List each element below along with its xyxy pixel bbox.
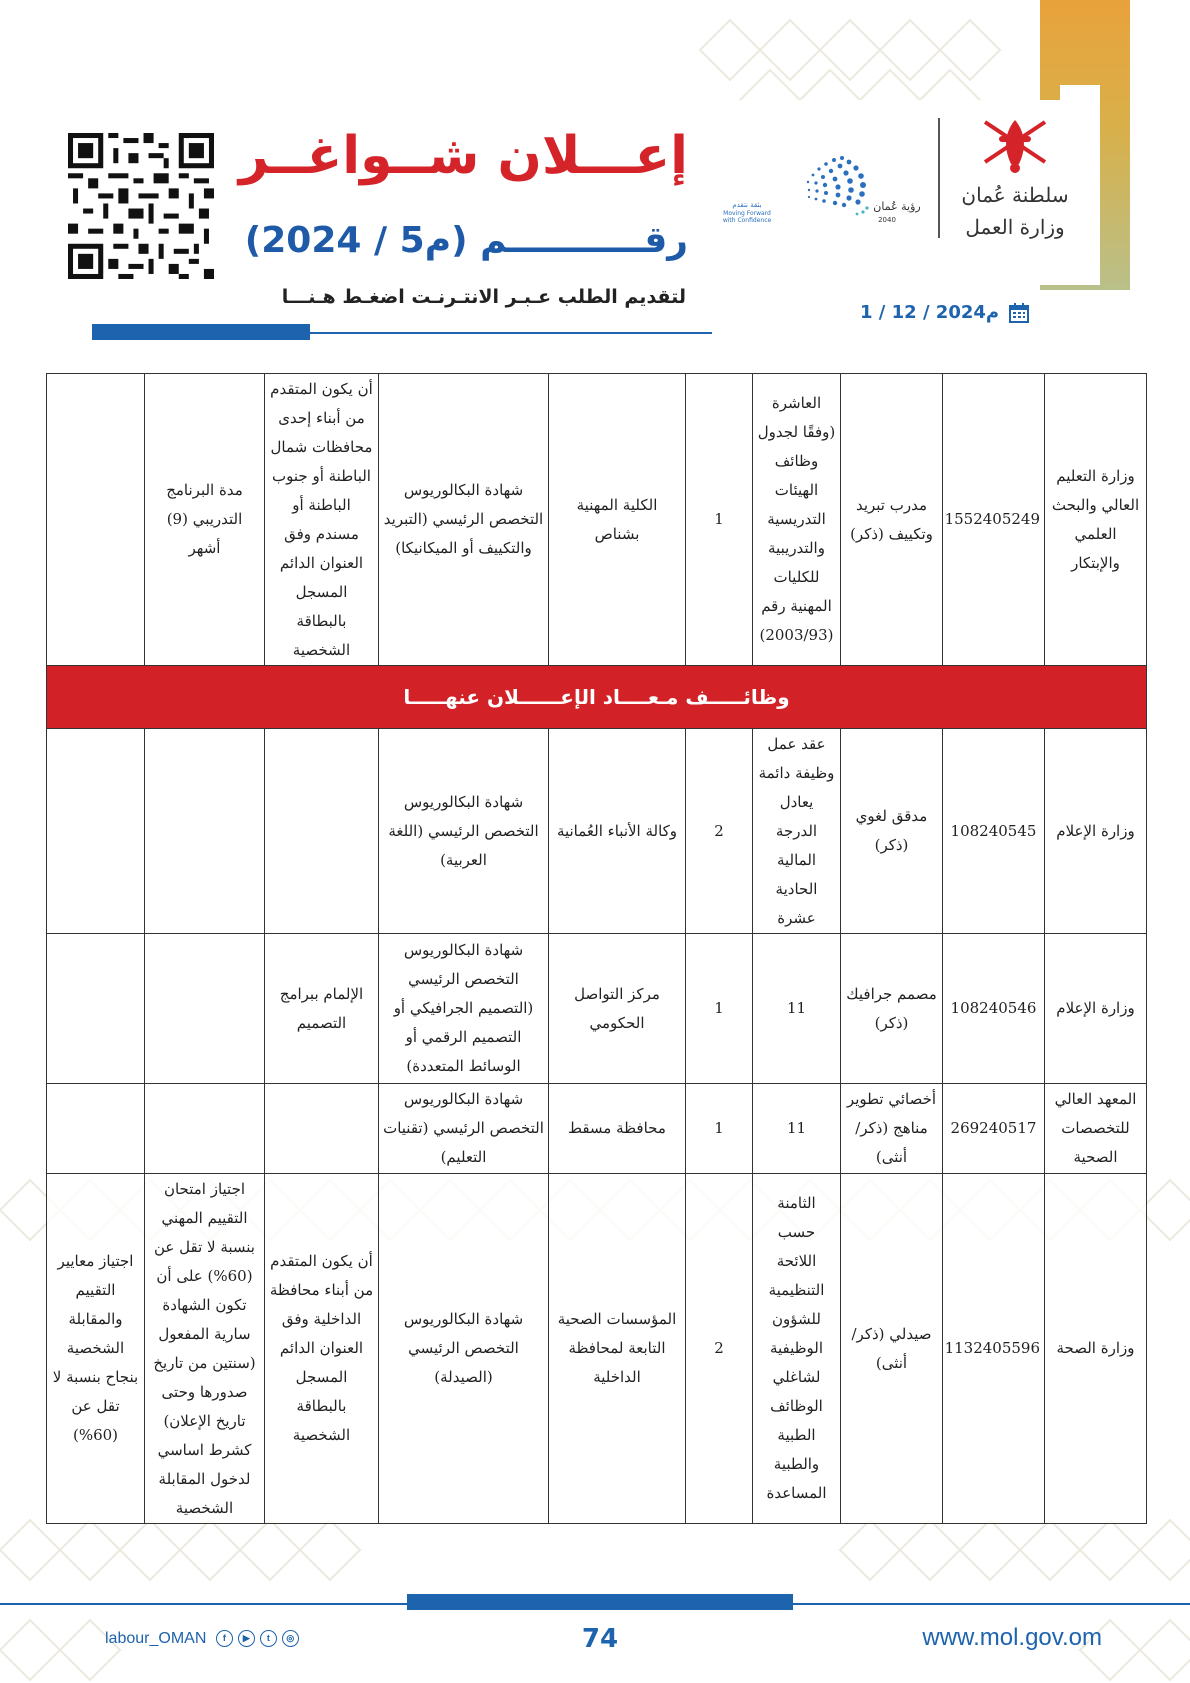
announcement-number	[228, 213, 688, 269]
condition-cell	[145, 934, 265, 1084]
qualification-cell: شهادة البكالوريوس التخصص الرئيسي (الصيدلة)	[379, 1174, 549, 1524]
entity-cell: وزارة الإعلام	[1045, 729, 1147, 934]
facebook-icon[interactable]: f	[216, 1630, 233, 1647]
oman-vision-2040-logo	[722, 138, 922, 238]
date-text: 1 / 12 / 2024م	[860, 302, 1000, 323]
footer-social	[105, 1630, 299, 1648]
condition-cell: اجتياز معايير التقييم والمقابلة الشخصية بنجاح بنسبة لا تقل عن (60%)	[47, 1174, 145, 1524]
location-cell: مركز التواصل الحكومي	[549, 934, 686, 1084]
condition-cell: أن يكون المتقدم من أبناء محافظة الداخلية وفق العنوان الدائم المسجل بالبطاقة الشخصية	[265, 1174, 379, 1524]
vision-tag-en1: Moving Forward	[723, 210, 771, 217]
header-rule-thin	[310, 332, 712, 334]
condition-cell	[47, 1084, 145, 1174]
code-cell: 1552405249	[943, 374, 1045, 666]
qualification-cell: شهادة البكالوريوس التخصص الرئيسي (تقنيات التعليم)	[379, 1084, 549, 1174]
vision-year-text: 2040	[878, 216, 896, 224]
announcement-date	[860, 302, 1020, 323]
location-cell: المؤسسات الصحية التابعة لمحافظة الداخلية	[549, 1174, 686, 1524]
condition-cell	[47, 374, 145, 666]
vision-tag-en2: with Confidence	[722, 217, 772, 224]
location-cell: محافظة مسقط	[549, 1084, 686, 1174]
re-announced-jobs-heading: وظائـــــف مـعــــاد الإعــــــلان عنهـــــا	[47, 666, 1147, 729]
section-band-row	[47, 666, 1147, 729]
twitter-icon[interactable]: t	[260, 1630, 277, 1647]
youtube-icon[interactable]: ▶	[238, 1630, 255, 1647]
location-cell: الكلية المهنية بشناص	[549, 374, 686, 666]
grade-cell: 11	[753, 1084, 841, 1174]
entity-cell: وزارة التعليم العالي والبحث العلمي والإبتكار	[1045, 374, 1147, 666]
vacancies-table	[46, 373, 1147, 1524]
count-cell: 1	[686, 1084, 753, 1174]
vision-label-text: رؤية عُمان	[873, 200, 921, 213]
table-row	[47, 374, 1147, 666]
table-row	[47, 1174, 1147, 1524]
vision-tag-arabic: بثقة نتقدم	[732, 201, 762, 209]
page-number: 74	[581, 1624, 619, 1654]
condition-cell	[265, 729, 379, 934]
count-cell: 1	[686, 934, 753, 1084]
entity-cell: المعهد العالي للتخصصات الصحية	[1045, 1084, 1147, 1174]
condition-cell	[47, 934, 145, 1084]
condition-cell: مدة البرنامج التدريبي (9) أشهر	[145, 374, 265, 666]
table-row	[47, 729, 1147, 934]
entity-cell: وزارة الإعلام	[1045, 934, 1147, 1084]
job-title-cell: مصمم جرافيك (ذكر)	[841, 934, 943, 1084]
condition-cell	[47, 729, 145, 934]
qualification-cell: شهادة البكالوريوس التخصص الرئيسي (التبريد والتكييف أو الميكانيكا)	[379, 374, 549, 666]
ministry-of-labour-logo	[955, 112, 1075, 247]
ministry-name-line2: وزارة العمل	[965, 215, 1065, 239]
condition-cell	[145, 729, 265, 934]
number-value: (م5 / 2024)	[244, 220, 468, 261]
job-title-cell: مدقق لغوي (ذكر)	[841, 729, 943, 934]
job-title-cell: صيدلي (ذكر/ أنثى)	[841, 1174, 943, 1524]
calendar-icon	[1009, 303, 1029, 323]
footer-bar	[407, 1594, 793, 1610]
condition-cell: أن يكون المتقدم من أبناء إحدى محافظات شمال الباطنة أو جنوب الباطنة أو مسندم وفق العنوان الدائم المسجل بالبطاقة الشخصية	[265, 374, 379, 666]
qualification-cell: شهادة البكالوريوس التخصص الرئيسي (التصميم الجرافيكي أو التصميم الرقمي أو الوسائط المتعددة)	[379, 934, 549, 1084]
instagram-icon[interactable]: ◎	[282, 1630, 299, 1647]
table-row	[47, 1084, 1147, 1174]
job-title-cell: أخصائي تطوير مناهج (ذكر/أنثى)	[841, 1084, 943, 1174]
logo-separator	[938, 118, 940, 238]
header-rule-thick	[92, 324, 310, 340]
social-handle[interactable]: labour_OMAN	[105, 1630, 207, 1647]
grade-cell: 11	[753, 934, 841, 1084]
code-cell: 108240546	[943, 934, 1045, 1084]
condition-cell: الإلمام ببرامج التصميم	[265, 934, 379, 1084]
ministry-name-line1: سلطنة عُمان	[961, 183, 1069, 207]
condition-cell: اجتياز امتحان التقييم المهني بنسبة لا تقل عن (60%) على أن تكون الشهادة سارية المفعول (سنتين من تاريخ صدورها وحتى تاريخ الإعلان) كشرط اساسي لدخول المقابلة الشخصية	[145, 1174, 265, 1524]
number-label: رقـــــــــــم	[480, 220, 688, 261]
job-title-cell: مدرب تبريد وتكييف (ذكر)	[841, 374, 943, 666]
count-cell: 1	[686, 374, 753, 666]
count-cell: 2	[686, 729, 753, 934]
table-row	[47, 934, 1147, 1084]
website-link[interactable]: www.mol.gov.om	[922, 1624, 1102, 1651]
condition-cell	[145, 1084, 265, 1174]
grade-cell: عقد عمل وظيفة دائمة يعادل الدرجة المالية الحادية عشرة	[753, 729, 841, 934]
online-apply-link[interactable]: لتقديم الطلب عـبـر الانتـرنـت اضغـط هـنـــا	[281, 286, 686, 308]
location-cell: وكالة الأنباء العُمانية	[549, 729, 686, 934]
code-cell: 1132405596	[943, 1174, 1045, 1524]
qualification-cell: شهادة البكالوريوس التخصص الرئيسي (اللغة العربية)	[379, 729, 549, 934]
qr-code-icon[interactable]	[68, 133, 214, 279]
code-cell: 108240545	[943, 729, 1045, 934]
announcement-title: إعـــلان شــواغــر	[238, 126, 688, 186]
grade-cell: العاشرة (وفقًا لجدول وظائف الهيئات التدريسية والتدريبية للكليات المهنية رقم (2003/93)	[753, 374, 841, 666]
count-cell: 2	[686, 1174, 753, 1524]
grade-cell: الثامنة حسب اللائحة التنظيمية للشؤون الوظيفية لشاغلي الوظائف الطبية والطبية المساعدة	[753, 1174, 841, 1524]
entity-cell: وزارة الصحة	[1045, 1174, 1147, 1524]
condition-cell	[265, 1084, 379, 1174]
code-cell: 269240517	[943, 1084, 1045, 1174]
